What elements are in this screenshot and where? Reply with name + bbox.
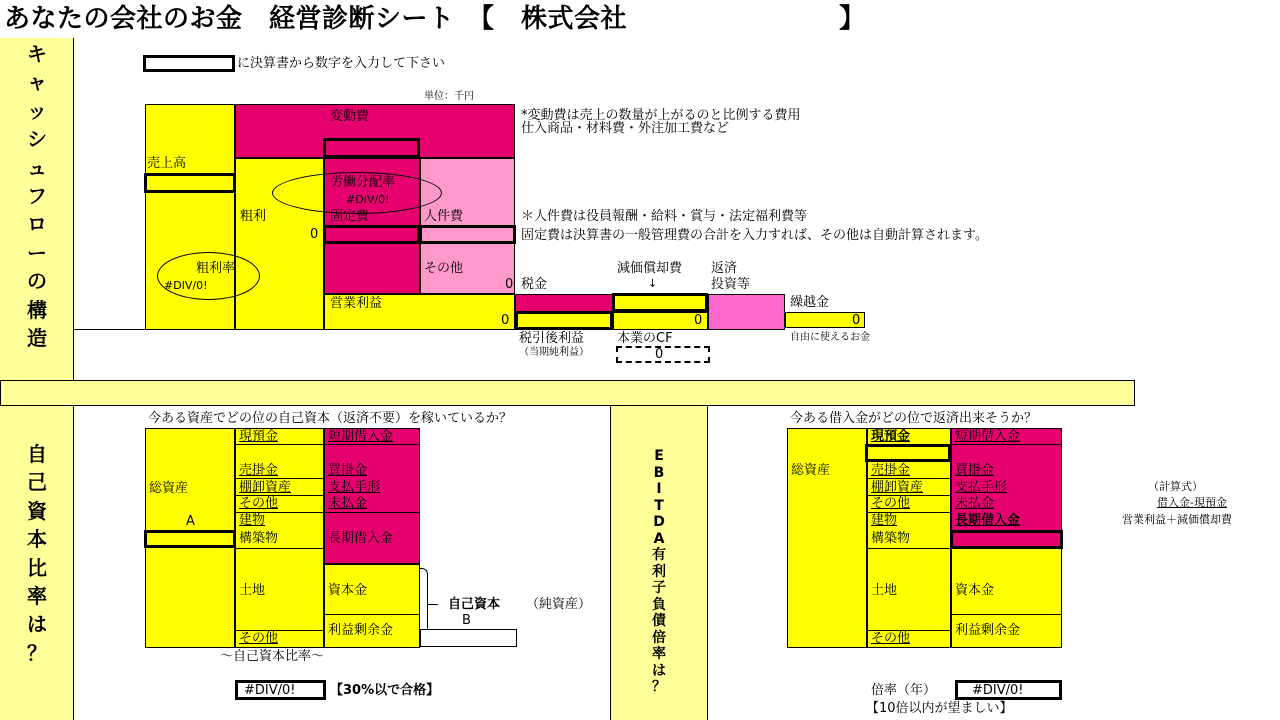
sidebar-char: 構 [27, 297, 47, 322]
sidebar-char: の [27, 269, 47, 294]
gross-profit-label: 粗利 [240, 209, 267, 224]
equity-ratio-value: #DIV/0! [244, 683, 296, 698]
sidebar-char: 比 [27, 555, 47, 580]
sidebar-char: 率 [27, 583, 47, 608]
after-tax-label: 税引後利益 [519, 331, 585, 346]
gross-margin-ellipse [157, 252, 260, 300]
sidebar-char: 利 [652, 563, 666, 580]
equity-short-loan: 短期借入金 [328, 429, 394, 444]
ebitda-cash: 現預金 [871, 429, 911, 444]
ebitda-land: 土地 [871, 583, 898, 598]
operating-profit-value: 0 [501, 313, 510, 328]
tax-label: 税金 [521, 277, 548, 292]
divider [867, 478, 951, 479]
ebitda-question: 今ある借入金がどの位で返済出来そうか？ [790, 411, 1038, 426]
ebitda-long-loan: 長期借入金 [955, 513, 1021, 528]
sidebar-ebitda-label [610, 448, 708, 696]
personnel-label: 人件費 [424, 209, 464, 224]
equity-cash: 現預金 [239, 429, 279, 444]
net-assets-label: （純資産） [526, 597, 592, 612]
sidebar-char: 倍 [652, 629, 666, 646]
sidebar-char: I [656, 481, 662, 498]
gross-margin-label: 粗利率 [196, 261, 236, 276]
carry-forward-value: 0 [852, 313, 861, 328]
bracket-tick [428, 604, 438, 605]
sidebar-char: ュ [27, 155, 47, 180]
equity-land: 土地 [239, 583, 266, 598]
sidebar-char: 子 [652, 580, 666, 597]
sidebar-char: 本 [27, 527, 47, 552]
ebitda-long-loan-input[interactable] [950, 530, 1063, 549]
divider [951, 614, 1062, 615]
equity-inventory: 棚卸資産 [239, 480, 292, 495]
sidebar-char: ロ [27, 212, 47, 237]
sidebar-divider [0, 380, 1135, 406]
sidebar-char: シ [27, 127, 47, 152]
equity-b-label: B [462, 613, 471, 628]
core-cf-label: 本業のCF [617, 331, 673, 346]
ebitda-building: 建物 [871, 513, 898, 528]
equity-total-assets-label: 総資産 [149, 481, 189, 496]
variable-cost-input[interactable] [323, 138, 420, 158]
divider [867, 548, 951, 549]
page-title: あなたの会社のお金 経営診断シート 【 株式会社 】 [4, 4, 866, 34]
divider [324, 614, 420, 615]
multiple-value: #DIV/0! [972, 683, 1024, 698]
tax-block [515, 294, 613, 312]
free-money-label: 自由に使えるお金 [790, 332, 870, 343]
equity-other-1: その他 [239, 496, 279, 511]
ebitda-structure: 構築物 [871, 531, 911, 546]
sidebar-char: ？ [652, 679, 666, 696]
equity-retained: 利益剰余金 [328, 623, 394, 638]
core-cf-value: 0 [655, 347, 664, 362]
equity-notes-payable: 支払手形 [328, 480, 381, 495]
sidebar-char: 自 [27, 442, 47, 466]
ebitda-retained: 利益剰余金 [955, 623, 1021, 638]
note-personnel-2: 固定費は決算書の一般管理費の合計を入力すれば、その他は自動計算されます。 [521, 228, 988, 243]
equity-other-2: その他 [239, 631, 279, 646]
after-tax-sub: （当期純利益） [519, 347, 589, 358]
multiple-note: 【10倍以内が望ましい】 [866, 701, 1013, 716]
variable-cost-label: 変動費 [330, 109, 370, 124]
sidebar-char: ッ [27, 98, 47, 123]
equity-building: 建物 [239, 513, 266, 528]
sidebar-char: は [27, 612, 47, 637]
sidebar-char: ー [27, 240, 47, 265]
equity-long-loan: 長期借入金 [328, 531, 394, 546]
sidebar-char: フ [27, 183, 47, 208]
ebitda-notes-payable: 支払手形 [955, 480, 1008, 495]
divider [951, 444, 1062, 445]
equity-payable: 買掛金 [328, 463, 368, 478]
sidebar-char: 資 [27, 498, 47, 523]
divider [324, 512, 420, 513]
depreciation-label: 減価償却費 [617, 261, 683, 276]
equity-ratio-pass: 【30%以で合格】 [330, 683, 440, 698]
ebitda-cash-input[interactable] [865, 444, 951, 462]
sidebar-char: 負 [652, 596, 666, 613]
ebitda-other-1: その他 [871, 496, 911, 511]
operating-profit-label: 営業利益 [330, 296, 383, 311]
divider [324, 444, 420, 445]
input-legend-box[interactable] [143, 55, 235, 72]
equity-accrued: 未払金 [328, 496, 368, 511]
divider [235, 478, 324, 479]
net-profit-input[interactable] [515, 311, 613, 330]
labor-share-value: #DIV/0! [346, 193, 390, 206]
gross-margin-value: #DIV/0! [164, 279, 208, 292]
ebitda-receivable: 売掛金 [871, 463, 911, 478]
repayment-label-2: 投資等 [711, 277, 751, 292]
depreciation-arrow: ↓ [648, 277, 658, 290]
note-variable-1: *変動費は売上の数量が上がるのと比例する費用 [521, 108, 801, 123]
ebitda-accrued: 未払金 [955, 496, 995, 511]
other-label: その他 [424, 261, 464, 276]
sidebar-char: E [654, 448, 664, 464]
sidebar-char: ？ [27, 640, 47, 665]
divider [235, 548, 324, 549]
equity-question: 今ある資産でどの位の自己資本（返済不要）を稼いているか？ [148, 411, 513, 426]
multiple-label: 倍率（年） [871, 683, 937, 698]
carry-forward-label: 繰越金 [790, 295, 830, 310]
repayment-block [708, 294, 785, 330]
ebitda-other-2: その他 [871, 631, 911, 646]
sidebar-char: 己 [27, 470, 47, 495]
formula-label: （計算式） [1148, 480, 1203, 493]
equity-a-input[interactable] [144, 530, 236, 548]
sidebar-char: T [654, 497, 664, 514]
equity-capital: 資本金 [328, 583, 368, 598]
equity-structure: 構築物 [239, 531, 279, 546]
sidebar-char: 債 [652, 613, 666, 630]
sidebar-char: B [653, 464, 665, 481]
own-capital-label: 自己資本 [448, 597, 501, 612]
ebitda-total-assets-label: 総資産 [791, 463, 831, 478]
equity-a-label: A [186, 514, 195, 529]
note-personnel-1: ＊人件費は役員報酬・給料・賞与・法定福利費等 [521, 209, 808, 224]
other-value: 0 [505, 277, 514, 292]
equity-ratio-label: ～自己資本比率～ [220, 649, 325, 664]
unit-label: 単位：千円 [424, 91, 474, 102]
fixed-cost-label: 固定費 [330, 209, 370, 224]
instruction-text: に決算書から数字を入力して下さい [237, 56, 446, 71]
net-profit-value: 0 [694, 313, 703, 328]
depreciation-input[interactable] [612, 293, 708, 312]
sidebar-char: は [652, 662, 666, 679]
sidebar-char: D [653, 514, 665, 531]
sidebar-char: A [653, 530, 665, 547]
labor-share-label: 労働分配率 [330, 175, 396, 190]
ebitda-inventory: 棚卸資産 [871, 480, 924, 495]
sidebar-char: 造 [27, 325, 47, 350]
ebitda-total-assets [787, 428, 867, 648]
sidebar-char: 率 [652, 646, 666, 663]
ebitda-payable: 買掛金 [955, 463, 995, 478]
divider [235, 444, 324, 445]
sidebar-cashflow-label [0, 40, 74, 352]
repayment-label-1: 返済 [711, 261, 738, 276]
ebitda-short-loan: 短期借入金 [955, 429, 1021, 444]
sidebar-char: 有 [652, 547, 666, 564]
personnel-input[interactable] [419, 225, 516, 244]
gross-profit-value: 0 [310, 227, 319, 242]
sidebar-equity-label [0, 440, 74, 667]
sidebar-char: ャ [27, 70, 47, 95]
note-variable-2: 仕入商品・材料費・外注加工費など [521, 121, 730, 136]
formula-numerator: 借入金-現預金 [1157, 496, 1227, 509]
fixed-cost-input[interactable] [323, 225, 420, 244]
equity-receivable: 売掛金 [239, 463, 279, 478]
ebitda-capital: 資本金 [955, 583, 995, 598]
equity-b-input[interactable] [420, 629, 517, 647]
labor-share-ellipse [272, 172, 442, 214]
sales-label: 売上高 [147, 156, 187, 171]
sidebar-char: キ [27, 42, 47, 66]
formula-denominator: 営業利益＋減価償却費 [1122, 513, 1232, 526]
sales-input[interactable] [144, 173, 236, 193]
